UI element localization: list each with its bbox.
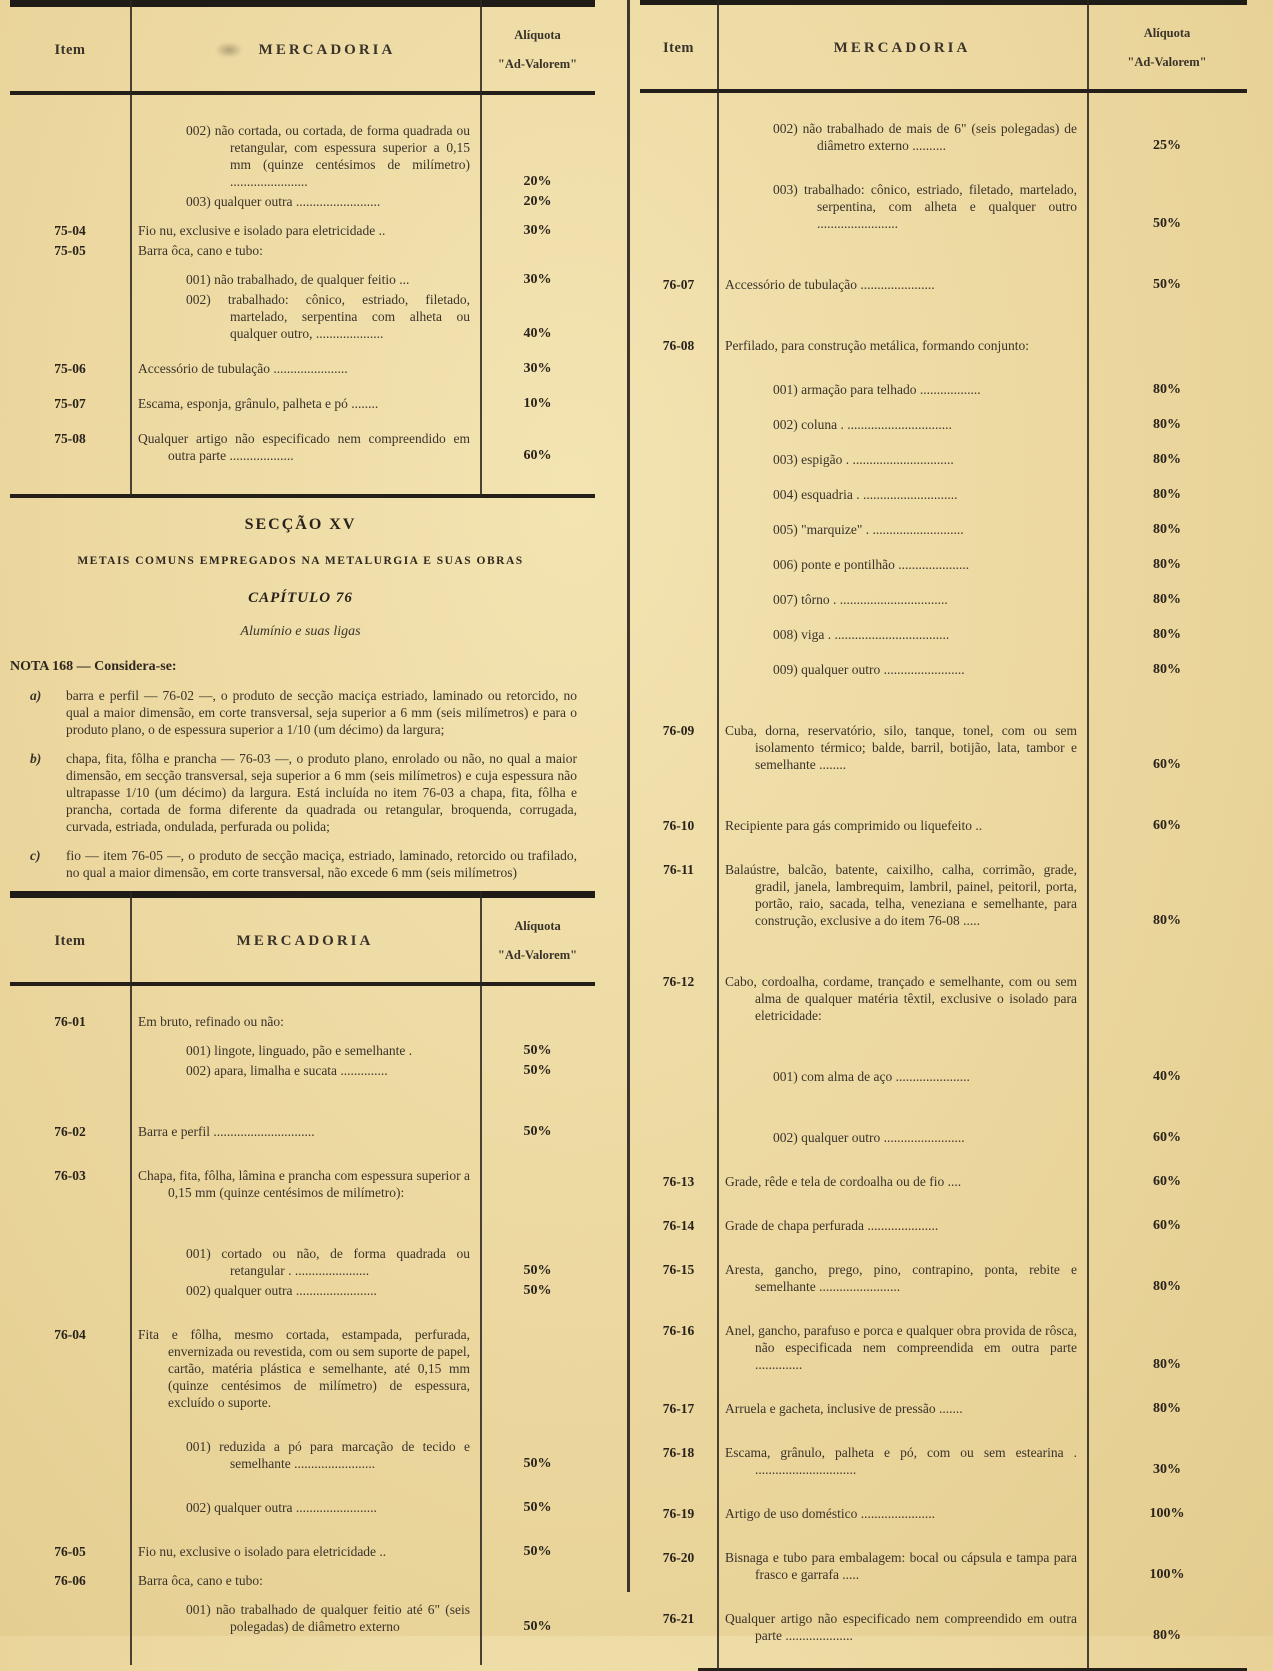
table-row-76-02	[10, 1123, 595, 1140]
table-row-76-04	[10, 1326, 595, 1411]
table-header	[10, 7, 595, 91]
table-vertical-rule	[480, 891, 482, 1665]
ad-valorem-rate: 80%	[1153, 627, 1181, 642]
tariff-table-chapter-76-right	[640, 0, 1247, 1671]
merchandise-description: 003) trabalhado: cônico, estriado, filetado, martelado, serpentina, com alheta e qualquer outro ........................	[773, 182, 1077, 231]
note-text: barra e perfil — 76-02 —, o produto de secção maciça estriado, laminado ou retorcido, no qual a maior dimensão, em corte transversal, seja superior a 6 mm (seis milímetros) e para o produto plano, o de espessura superior a 1/10 (um décimo) da largura;	[66, 688, 577, 737]
ad-valorem-rate: 50%	[1153, 277, 1181, 292]
ad-valorem-rate: 60%	[1153, 1130, 1181, 1145]
table-body	[640, 120, 1247, 1644]
ink-smudge-mark	[215, 42, 243, 58]
merchandise-description: 002) qualquer outro ........................	[773, 1130, 965, 1145]
ad-valorem-rate: 80%	[1153, 592, 1181, 607]
ad-valorem-rate: 80%	[1153, 452, 1181, 467]
column-header-mercadoria-label: MERCADORIA	[833, 39, 971, 56]
merchandise-description: Accessório de tubulação ......................	[138, 361, 348, 376]
merchandise-description: Bisnaga e tubo para embalagem: bocal ou cápsula e tampa para frasco e garrafa .....	[725, 1550, 1077, 1582]
table-row-76-21	[640, 1610, 1247, 1644]
item-code: 76-11	[663, 862, 694, 877]
table-vertical-rule	[1087, 0, 1089, 1671]
column-header-mercadoria	[130, 19, 480, 81]
merchandise-description: 002) coluna . ...............................	[773, 417, 952, 432]
table-row	[640, 521, 1247, 538]
table-row-76-09	[640, 722, 1247, 773]
table-row	[10, 1601, 595, 1635]
ad-valorem-rate: 50%	[523, 1063, 552, 1078]
ad-valorem-rate: 80%	[1153, 522, 1181, 537]
table-row	[640, 556, 1247, 573]
section-subtitle: METAIS COMUNS EMPREGADOS NA METALURGIA E SUAS OBRAS	[77, 555, 524, 567]
merchandise-description: Fio nu, exclusive e isolado para eletricidade ..	[138, 223, 386, 238]
table-header	[640, 5, 1247, 89]
merchandise-description: Balaústre, balcão, batente, caixilho, calha, corrimão, grade, gradil, janela, lambrequim, lambril, painel, peitoril, porta, portão, raio, sacada, telha, veneziana e semelhante, para construção, exclusive a do item 76-08 .....	[725, 862, 1077, 928]
tariff-table-chapter-75	[10, 0, 595, 498]
merchandise-description: 002) trabalhado: cônico, estriado, filetado, martelado, serpentina com alheta ou qualquer outro, ....................	[186, 292, 470, 341]
table-row	[640, 626, 1247, 643]
note-label: c)	[30, 848, 41, 863]
item-code: 76-15	[662, 1262, 695, 1277]
table-row-75-06	[10, 360, 595, 377]
aliquota-label: Alíquota	[514, 919, 561, 933]
table-row-75-04	[10, 222, 595, 239]
ad-valorem-rate: 40%	[523, 326, 552, 341]
table-body	[10, 1013, 595, 1665]
table-row	[10, 1042, 595, 1059]
ad-valorem-rate: 20%	[523, 174, 552, 189]
table-row-76-10	[640, 817, 1247, 834]
table-row-76-17	[640, 1400, 1247, 1417]
table-row-75-07	[10, 395, 595, 412]
item-code: 75-07	[54, 396, 86, 411]
item-code: 75-05	[54, 243, 86, 258]
table-row-76-05	[10, 1543, 595, 1560]
note-label: a)	[30, 688, 42, 703]
table-row	[10, 193, 595, 210]
merchandise-description: 003) qualquer outra .........................	[186, 194, 381, 209]
table-row	[10, 291, 595, 342]
item-code: 76-21	[662, 1611, 695, 1626]
merchandise-description: Grade, rêde e tela de cordoalha ou de fio ....	[725, 1174, 962, 1189]
table-row-76-20	[640, 1549, 1247, 1583]
table-row-76-14	[640, 1217, 1247, 1234]
item-code: 76-08	[662, 338, 695, 353]
merchandise-description: 001) cortado ou não, de forma quadrada ou retangular . ......................	[186, 1246, 470, 1278]
item-code: 76-19	[662, 1506, 695, 1521]
table-row-76-13	[640, 1173, 1247, 1190]
table-row	[10, 1282, 595, 1299]
table-top-rule	[10, 0, 595, 7]
table-header-rule	[10, 982, 595, 986]
merchandise-description: Fio nu, exclusive o isolado para eletricidade ..	[138, 1544, 387, 1559]
chapter-subject: Alumínio e suas ligas	[240, 624, 361, 639]
column-header-aliquota	[480, 910, 595, 972]
table-row	[10, 122, 595, 190]
table-row	[10, 271, 595, 288]
item-code: 75-06	[54, 361, 86, 376]
item-code: 76-02	[54, 1124, 86, 1139]
ad-valorem-rate: 60%	[1153, 757, 1181, 772]
ad-valorem-rate: 50%	[523, 1043, 552, 1058]
ad-valorem-rate: 60%	[1153, 818, 1181, 833]
ad-valorem-rate: 40%	[1153, 1069, 1181, 1084]
merchandise-description: 006) ponte e pontilhão .....................	[773, 557, 970, 572]
column-header-mercadoria	[717, 17, 1087, 79]
table-row	[10, 1438, 595, 1472]
ad-valorem-rate: 80%	[1153, 1279, 1181, 1294]
note-c	[10, 847, 591, 881]
item-code: 76-12	[662, 974, 695, 989]
ad-valorem-rate: 80%	[1153, 417, 1181, 432]
section-heading-block	[10, 516, 595, 881]
item-code: 76-16	[662, 1323, 695, 1338]
merchandise-description: Accessório de tubulação ......................	[725, 277, 935, 292]
column-header-item: Item	[54, 41, 86, 58]
note-text: chapa, fita, fôlha e prancha — 76-03 —, o produto plano, enrolado ou não, no qual a maior dimensão, em secção transversal, seja superior a 6 mm (seis milímetros) e cuja espessura não ultrapasse 1/10 (um décimo) da largura. Está incluída no item 76-03 a chapa, fita, fôlha e prancha, cortada de forma diferente da quadrada ou retangular, broquenda, corrugada, curvada, estriada, ondulada, perfurada ou polida;	[66, 751, 577, 834]
item-code: 76-04	[54, 1327, 86, 1342]
merchandise-description: 001) com alma de aço ......................	[773, 1069, 970, 1084]
column-divider-line	[627, 0, 630, 1592]
item-code: 75-04	[54, 223, 86, 238]
table-row	[640, 1068, 1247, 1085]
table-row-76-12	[640, 973, 1247, 1024]
aliquota-label: Alíquota	[514, 28, 561, 42]
ad-valorem-rate: 50%	[1153, 216, 1181, 231]
merchandise-description: Arruela e gacheta, inclusive de pressão .......	[725, 1401, 963, 1416]
table-row-76-03	[10, 1167, 595, 1201]
table-row-75-08	[10, 430, 595, 464]
table-row-76-15	[640, 1261, 1247, 1295]
merchandise-description: Barra ôca, cano e tubo:	[138, 1573, 263, 1588]
right-column	[640, 0, 1247, 1671]
item-code: 76-20	[662, 1550, 695, 1565]
ad-valorem-rate: 25%	[1153, 138, 1181, 153]
table-row	[640, 486, 1247, 503]
table-header-rule	[640, 89, 1247, 93]
ad-valorem-rate: 50%	[523, 1619, 552, 1634]
item-code: 75-08	[54, 431, 86, 446]
table-header-rule	[10, 91, 595, 95]
item-code: 76-06	[54, 1573, 86, 1588]
table-bottom-rule	[10, 494, 595, 498]
column-header-aliquota	[480, 19, 595, 81]
advalorem-label: "Ad-Valorem"	[1127, 55, 1207, 69]
merchandise-description: Grade de chapa perfurada .....................	[725, 1218, 939, 1233]
item-code: 76-09	[662, 723, 695, 738]
merchandise-description: Fita e fôlha, mesmo cortada, estampada, perfurada, envernizada ou revestida, com ou sem suporte de papel, cartão, matéria plástica e semelhante, até 0,15 mm (quinze centésimos de milímetro) de espessura, excluído o suporte.	[138, 1327, 470, 1410]
ad-valorem-rate: 50%	[523, 1263, 552, 1278]
ad-valorem-rate: 80%	[1153, 557, 1181, 572]
merchandise-description: Cabo, cordoalha, cordame, trançado e semelhante, com ou sem alma de qualquer matéria têxtil, exclusive o isolado para eletricidade:	[725, 974, 1077, 1023]
merchandise-description: 002) qualquer outra ........................	[186, 1283, 377, 1298]
nota-heading: NOTA 168 — Considera-se:	[10, 659, 177, 674]
merchandise-description: Barra e perfil ..............................	[138, 1124, 315, 1139]
table-row	[640, 181, 1247, 232]
ad-valorem-rate: 100%	[1149, 1506, 1185, 1521]
merchandise-description: 001) reduzida a pó para marcação de tecido e semelhante ........................	[186, 1439, 470, 1471]
aliquota-label: Alíquota	[1143, 26, 1191, 40]
ad-valorem-rate: 60%	[523, 448, 552, 463]
column-header-mercadoria-label: MERCADORIA	[258, 41, 396, 58]
merchandise-description: Recipiente para gás comprimido ou liquefeito ..	[725, 818, 983, 833]
ad-valorem-rate: 50%	[523, 1283, 552, 1298]
merchandise-description: Escama, grânulo, palheta e pó, com ou sem estearina . ..............................	[725, 1445, 1077, 1477]
ad-valorem-rate: 10%	[523, 396, 552, 411]
ad-valorem-rate: 30%	[523, 223, 552, 238]
ad-valorem-rate: 50%	[523, 1124, 552, 1139]
merchandise-description: 001) não trabalhado de qualquer feitio até 6" (seis polegadas) de diâmetro externo	[186, 1602, 470, 1634]
merchandise-description: 001) armação para telhado ..................	[773, 382, 981, 397]
merchandise-description: Perfilado, para construção metálica, formando conjunto:	[725, 338, 1030, 353]
ad-valorem-rate: 100%	[1149, 1567, 1185, 1582]
table-body	[10, 122, 595, 494]
merchandise-description: 002) qualquer outra ........................	[186, 1500, 377, 1515]
item-code: 76-07	[662, 277, 695, 292]
table-row	[10, 1499, 595, 1516]
merchandise-description: 002) apara, limalha e sucata ..............	[186, 1063, 388, 1078]
ad-valorem-rate: 80%	[1153, 1628, 1181, 1643]
chapter-title: CAPÍTULO 76	[248, 590, 353, 606]
merchandise-description: Cuba, dorna, reservatório, silo, tanque, tonel, com ou sem isolamento térmico; balde, barril, botijão, lata, tambor e semelhante ........	[725, 723, 1077, 772]
column-header-mercadoria-label: MERCADORIA	[236, 932, 374, 949]
merchandise-description: Qualquer artigo não especificado nem compreendido em outra parte ....................	[725, 1611, 1077, 1643]
note-a	[10, 687, 591, 738]
table-row	[640, 381, 1247, 398]
merchandise-description: Chapa, fita, fôlha, lâmina e prancha com espessura superior a 0,15 mm (quinze centésimos de milímetro):	[138, 1168, 470, 1200]
section-title: SECÇÃO XV	[244, 516, 357, 533]
merchandise-description: Anel, gancho, parafuso e porca e qualquer obra provida de rôsca, não especificada nem compreendida em outra parte ..............	[725, 1323, 1077, 1372]
table-top-rule	[10, 891, 595, 898]
merchandise-description: 003) espigão . ..............................	[773, 452, 954, 467]
merchandise-description: 005) "marquize" . ...........................	[773, 522, 964, 537]
ad-valorem-rate: 80%	[1153, 1401, 1181, 1416]
table-vertical-rule	[130, 0, 132, 498]
note-text: fio — item 76-05 —, o produto de secção maciça, estriado, laminado, retorcido ou trafilado, no qual a maior dimensão, em corte transversal, não excede 6 mm (seis milímetros)	[66, 848, 577, 880]
table-row	[10, 1245, 595, 1279]
item-code: 76-05	[54, 1544, 86, 1559]
ad-valorem-rate: 80%	[1153, 1357, 1181, 1372]
ad-valorem-rate: 80%	[1153, 487, 1181, 502]
tariff-table-chapter-76-left	[10, 891, 595, 1665]
item-code: 76-18	[662, 1445, 695, 1460]
merchandise-description: Aresta, gancho, prego, pino, contrapino, ponta, rebite e semelhante ........................	[725, 1262, 1077, 1294]
merchandise-description: 004) esquadria . ............................	[773, 487, 958, 502]
merchandise-description: 007) tôrno . ................................	[773, 592, 948, 607]
ad-valorem-rate: 50%	[523, 1544, 552, 1559]
ad-valorem-rate: 60%	[1153, 1218, 1181, 1233]
merchandise-description: 009) qualquer outro ........................	[773, 662, 965, 677]
table-row	[640, 661, 1247, 678]
item-code: 76-03	[54, 1168, 86, 1183]
table-row-76-08	[640, 337, 1247, 354]
ad-valorem-rate: 80%	[1153, 662, 1181, 677]
ad-valorem-rate: 50%	[523, 1456, 552, 1471]
table-row-76-16	[640, 1322, 1247, 1373]
column-header-aliquota	[1087, 17, 1247, 79]
table-row	[640, 451, 1247, 468]
merchandise-description: Qualquer artigo não especificado nem compreendido em outra parte ...................	[138, 431, 470, 463]
table-row-76-01	[10, 1013, 595, 1030]
table-row	[10, 1062, 595, 1079]
note-label: b)	[30, 751, 42, 766]
ad-valorem-rate: 80%	[1153, 913, 1181, 928]
table-vertical-rule	[130, 891, 132, 1665]
table-header	[10, 898, 595, 982]
table-row-76-19	[640, 1505, 1247, 1522]
column-header-item: Item	[663, 39, 694, 56]
merchandise-description: Escama, esponja, grânulo, palheta e pó ........	[138, 396, 379, 411]
table-row-75-05	[10, 242, 595, 259]
ad-valorem-rate: 30%	[523, 361, 552, 376]
column-header-mercadoria	[130, 910, 480, 972]
ad-valorem-rate: 20%	[523, 194, 552, 209]
advalorem-label: "Ad-Valorem"	[497, 57, 578, 71]
item-code: 76-14	[662, 1218, 695, 1233]
merchandise-description: 002) não cortada, ou cortada, de forma quadrada ou retangular, com espessura superior a 0,15 mm (quinze centésimos de milímetro) .......................	[186, 123, 470, 189]
table-row-76-18	[640, 1444, 1247, 1478]
ad-valorem-rate: 60%	[1153, 1174, 1181, 1189]
left-column	[10, 0, 595, 1665]
ad-valorem-rate: 80%	[1153, 382, 1181, 397]
merchandise-description: 008) viga . ..................................	[773, 627, 950, 642]
ad-valorem-rate: 30%	[523, 272, 552, 287]
table-vertical-rule	[480, 0, 482, 498]
table-row-76-06	[10, 1572, 595, 1589]
item-code: 76-01	[54, 1014, 86, 1029]
merchandise-description: 001) não trabalhado, de qualquer feitio ...	[186, 272, 410, 287]
table-row	[640, 1129, 1247, 1146]
item-code: 76-17	[662, 1401, 695, 1416]
merchandise-description: Artigo de uso doméstico ......................	[725, 1506, 935, 1521]
table-row	[640, 120, 1247, 154]
column-header-item: Item	[54, 932, 86, 949]
item-code: 76-10	[662, 818, 695, 833]
table-row-76-07	[640, 276, 1247, 293]
table-row-76-11	[640, 861, 1247, 929]
note-b	[10, 750, 591, 835]
advalorem-label: "Ad-Valorem"	[497, 948, 578, 962]
merchandise-description: Em bruto, refinado ou não:	[138, 1014, 284, 1029]
item-code: 76-13	[662, 1174, 695, 1189]
ad-valorem-rate: 30%	[1153, 1462, 1181, 1477]
ad-valorem-rate: 50%	[523, 1500, 552, 1515]
merchandise-description: 002) não trabalhado de mais de 6" (seis polegadas) de diâmetro externo ..........	[773, 121, 1077, 153]
table-row	[640, 416, 1247, 433]
merchandise-description: Barra ôca, cano e tubo:	[138, 243, 263, 258]
table-vertical-rule	[717, 0, 719, 1671]
merchandise-description: 001) lingote, linguado, pão e semelhante .	[186, 1043, 413, 1058]
table-row	[640, 591, 1247, 608]
